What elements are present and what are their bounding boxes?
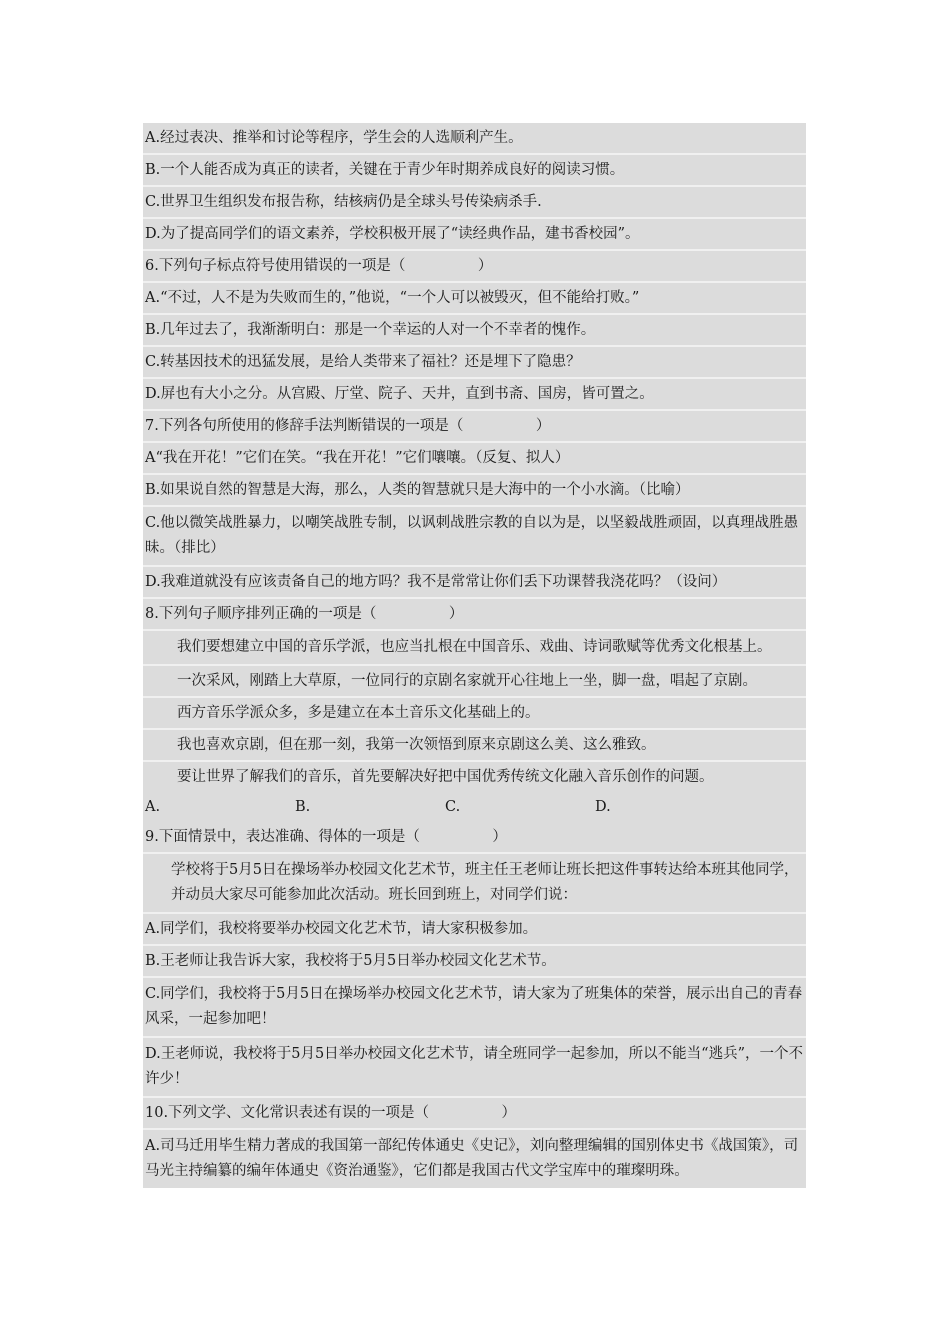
q6-option-d: D.屏也有大小之分。从宫殿、厅堂、院子、天井，直到书斋、国房，皆可置之。	[143, 377, 806, 409]
q9-option-a: A.同学们，我校将要举办校园文化艺术节，请大家积极参加。	[143, 912, 806, 944]
q8-sentence-1: 我们要想建立中国的音乐学派，也应当扎根在中国音乐、戏曲、诗词歌赋等优秀文化根基上。	[143, 629, 806, 664]
question-9: 9.下面情景中，表达准确、得体的一项是（ ）	[145, 829, 507, 845]
q9-option-c: C.同学们，我校将于5月5日在操场举办校园文化艺术节，请大家为了班集体的荣誉，展示出自己的青春风采，一起参加吧！	[143, 976, 806, 1036]
q9-scenario: 学校将于5月5日在操场举办校园文化艺术节，班主任王老师让班长把这件事转达给本班其他同学，并动员大家尽可能参加此次活动。班长回到班上，对同学们说：	[143, 852, 806, 912]
q8-sentence-2: 一次采风，刚踏上大草原，一位同行的京剧名家就开心往地上一坐，脚一盘，唱起了京剧。	[143, 664, 806, 696]
q5-option-c: C.世界卫生组织发布报告称，结核病仍是全球头号传染病杀手.	[143, 185, 806, 217]
question-7: 7.下列各句所使用的修辞手法判断错误的一项是（ ）	[143, 409, 806, 441]
q7-option-b: B.如果说自然的智慧是大海，那么，人类的智慧就只是大海中的一个小水滴。（比喻）	[143, 473, 806, 505]
exam-text-block	[143, 123, 806, 1188]
q6-option-c: C.转基因技术的迅猛发展，是给人类带来了福社？还是埋下了隐患？	[143, 345, 806, 377]
q8-sentence-5: 要让世界了解我们的音乐，首先要解决好把中国优秀传统文化融入音乐创作的问题。	[143, 760, 806, 792]
question-6: 6.下列句子标点符号使用错误的一项是（ ）	[143, 249, 806, 281]
q8-options	[143, 792, 806, 822]
q8-sentence-4: 我也喜欢京剧，但在那一刻，我第一次领悟到原来京剧这么美、这么雅致。	[143, 728, 806, 760]
q7-option-a: A“我在开花！”它们在笑。“我在开花！”它们嚷嚷。（反复、拟人）	[143, 441, 806, 473]
q5-option-a: A.经过表决、推举和讨论等程序，学生会的人选顺利产生。	[145, 130, 523, 146]
q5-option-d: D.为了提高同学们的语文素养，学校积极开展了“读经典作品，建书香校园”。	[143, 217, 806, 249]
q6-option-b: B.几年过去了，我渐渐明白：那是一个幸运的人对一个不幸者的愧作。	[143, 313, 806, 345]
q7-option-d: D.我难道就没有应该责备自己的地方吗？我不是常常让你们丢下功课替我浇花吗？（设问）	[143, 565, 806, 597]
q9-option-d: D.王老师说，我校将于5月5日举办校园文化艺术节，请全班同学一起参加，所以不能当“逃兵”，一个不许少！	[143, 1036, 806, 1096]
q5-option-b: B.一个人能否成为真正的读者，关键在于青少年时期养成良好的阅读习惯。	[143, 153, 806, 185]
question-10: 10.下列文学、文化常识表述有误的一项是（ ）	[143, 1096, 806, 1128]
q6-option-a: A.“不过，人不是为失败而生的，”他说，“一个人可以被毁灭，但不能给打败。”	[143, 281, 806, 313]
question-8: 8.下列句子顺序排列正确的一项是（ ）	[143, 597, 806, 629]
q7-option-c: C.他以微笑战胜暴力，以嘲笑战胜专制，以讽刺战胜宗教的自以为是，以坚毅战胜顽固，以真理战胜愚昧。（排比）	[143, 505, 806, 565]
q8-option-d: D.	[595, 799, 611, 815]
q8-sentence-3: 西方音乐学派众多，多是建立在本土音乐文化基础上的。	[143, 696, 806, 728]
q8-option-a: A.	[145, 799, 161, 815]
q10-option-a: A.司马迁用毕生精力著成的我国第一部纪传体通史《史记》，刘向整理编辑的国别体史书《战国策》，司马光主持编纂的编年体通史《资治通鉴》，它们都是我国古代文学宝库中的璀璨明珠。	[143, 1128, 806, 1188]
q8-option-b: B.	[295, 799, 311, 815]
q9-option-b: B.王老师让我告诉大家，我校将于5月5日举办校园文化艺术节。	[143, 944, 806, 976]
q8-option-c: C.	[445, 799, 461, 815]
